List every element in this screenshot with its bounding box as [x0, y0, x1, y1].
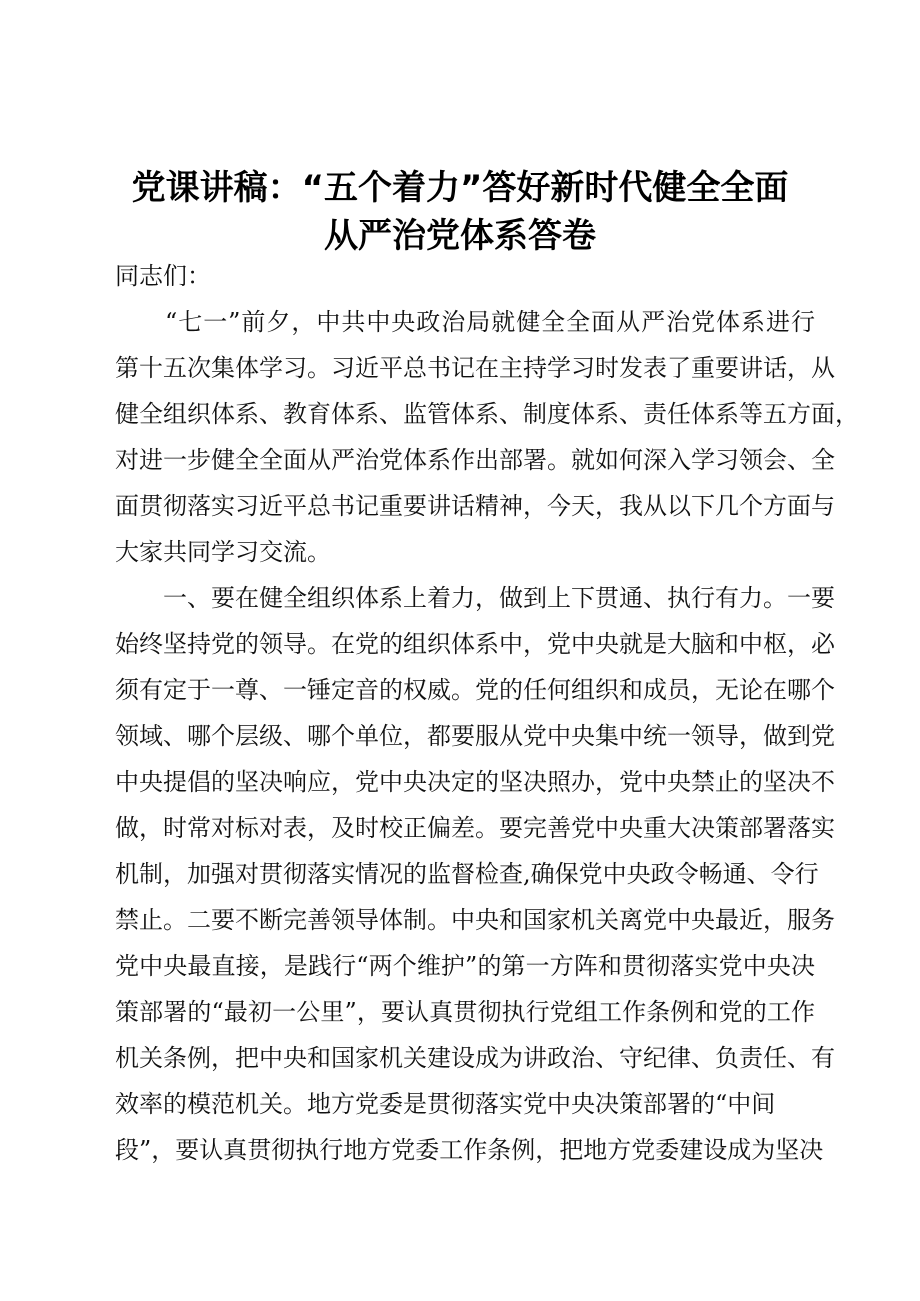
body-line: 须有定于一尊、一锤定音的权威。党的任何组织和成员，无论在哪个 — [115, 676, 835, 704]
body-line: 始终坚持党的领导。在党的组织体系中，党中央就是大脑和中枢，必 — [115, 630, 835, 658]
body-line: 中央提倡的坚决响应，党中央决定的坚决照办，党中央禁止的坚决不 — [115, 768, 835, 796]
body-line: 对进一步健全全面从严治党体系作出部署。就如何深入学习领会、全 — [115, 446, 835, 474]
body-line: 面贯彻落实习近平总书记重要讲话精神，今天，我从以下几个方面与 — [115, 492, 835, 520]
body-line: 第十五次集体学习。习近平总书记在主持学习时发表了重要讲话，从 — [115, 354, 835, 382]
body-line: 做，时常对标对表，及时校正偏差。要完善党中央重大决策部署落实 — [115, 814, 835, 842]
body-line: 策部署的“最初一公里”，要认真贯彻执行党组工作条例和党的工作 — [115, 998, 815, 1026]
body-line: 效率的模范机关。地方党委是贯彻落实党中央决策部署的“中间 — [115, 1090, 776, 1118]
body-line: “七一”前夕，中共中央政治局就健全全面从严治党体系进行 — [115, 308, 815, 336]
body-line: 段”，要认真贯彻执行地方党委工作条例，把地方党委建设成为坚决 — [115, 1136, 824, 1164]
body-line: 禁止。二要不断完善领导体制。中央和国家机关离党中央最近，服务 — [115, 906, 835, 934]
body-line: 大家共同学习交流。 — [115, 538, 331, 566]
body-line: 机制，加强对贯彻落实情况的监督检查,确保党中央政令畅通、令行 — [115, 860, 819, 888]
document-title-line-2: 从严治党体系答卷 — [324, 216, 596, 256]
document-title-line-1: 党课讲稿：“五个着力”答好新时代健全全面 — [131, 168, 789, 208]
body-line: 一、要在健全组织体系上着力，做到上下贯通、执行有力。一要 — [115, 584, 835, 612]
body-line: 机关条例，把中央和国家机关建设成为讲政治、守纪律、负责任、有 — [115, 1044, 835, 1072]
body-line: 领域、哪个层级、哪个单位，都要服从党中央集中统一领导，做到党 — [115, 722, 835, 750]
salutation: 同志们： — [115, 262, 211, 290]
body-line: 健全组织体系、教育体系、监管体系、制度体系、责任体系等五方面， — [115, 400, 859, 428]
body-line: 党中央最直接，是践行“两个维护”的第一方阵和贯彻落实党中央决 — [115, 952, 815, 980]
